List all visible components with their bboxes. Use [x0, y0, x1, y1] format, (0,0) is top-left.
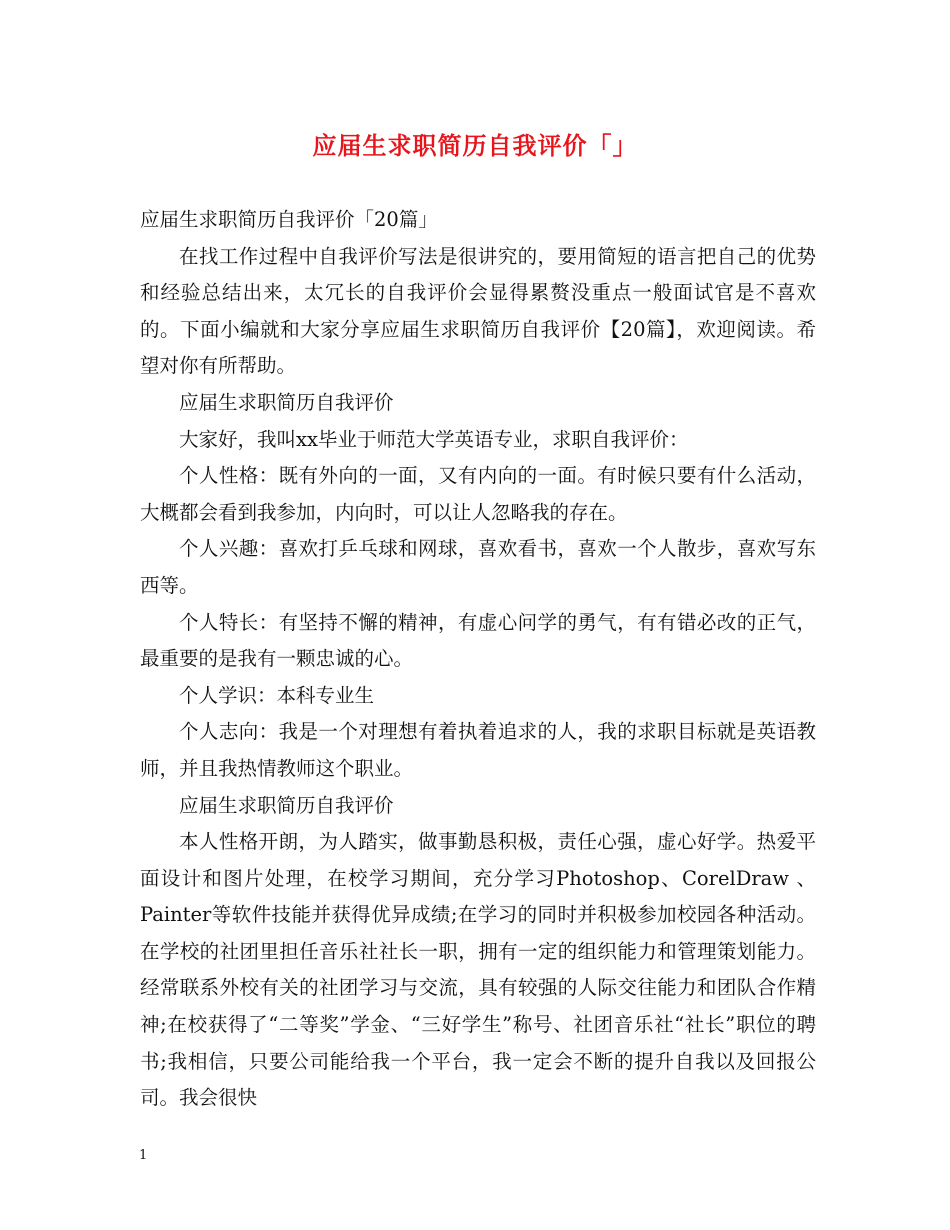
paragraph: 本人性格开朗，为人踏实，做事勤恳积极，责任心强，虚心好学。热爱平面设计和图片处理，在校学习期间，充分学习Photoshop、CorelDraw 、Painter等软件技能并获得优异成绩;在学习的同时并积极参加校园各种活动。在学校的社团里担任音乐社社长一职，拥有一定的组织能力和管理策划能力。经常联系外校有关的社团学习与交流，具有较强的人际交往能力和团队合作精神;在校获得了“二等奖”学金、“三好学生”称号、社团音乐社“社长”职位的聘书;我相信，只要公司能给我一个平台，我一定会不断的提升自我以及回报公司。我会很快	[140, 830, 816, 1110]
section-heading: 应届生求职简历自我评价	[179, 390, 394, 414]
paragraph: 个人兴趣：喜欢打乒乓球和网球，喜欢看书，喜欢一个人散步，喜欢写东西等。	[140, 537, 816, 597]
paragraph: 个人性格：既有外向的一面，又有内向的一面。有时候只要有什么活动，大概都会看到我参加，内向时，可以让人忽略我的存在。	[140, 464, 816, 524]
paragraph: 在找工作过程中自我评价写法是很讲究的，要用简短的语言把自己的优势和经验总结出来，太冗长的自我评价会显得累赘没重点一般面试官是不喜欢的。下面小编就和大家分享应届生求职简历自我评价【20篇】，欢迎阅读。希望对你有所帮助。	[140, 244, 816, 378]
paragraph: 个人特长：有坚持不懈的精神，有虚心问学的勇气，有有错必改的正气，最重要的是我有一颗忠诚的心。	[140, 610, 816, 671]
page-number: 1	[139, 1148, 148, 1163]
paragraph: 个人学识：本科专业生	[179, 683, 375, 707]
document-title: 应届生求职简历自我评价「」	[312, 131, 638, 160]
section-heading: 应届生求职简历自我评价	[179, 793, 394, 817]
paragraph: 个人志向：我是一个对理想有着执着追求的人，我的求职目标就是英语教师，并且我热情教师这个职业。	[140, 720, 816, 780]
paragraph: 应届生求职简历自我评价「20篇」	[140, 208, 438, 231]
document-body	[140, 202, 816, 1117]
paragraph: 大家好，我叫xx毕业于师范大学英语专业，求职自我评价：	[179, 427, 689, 451]
